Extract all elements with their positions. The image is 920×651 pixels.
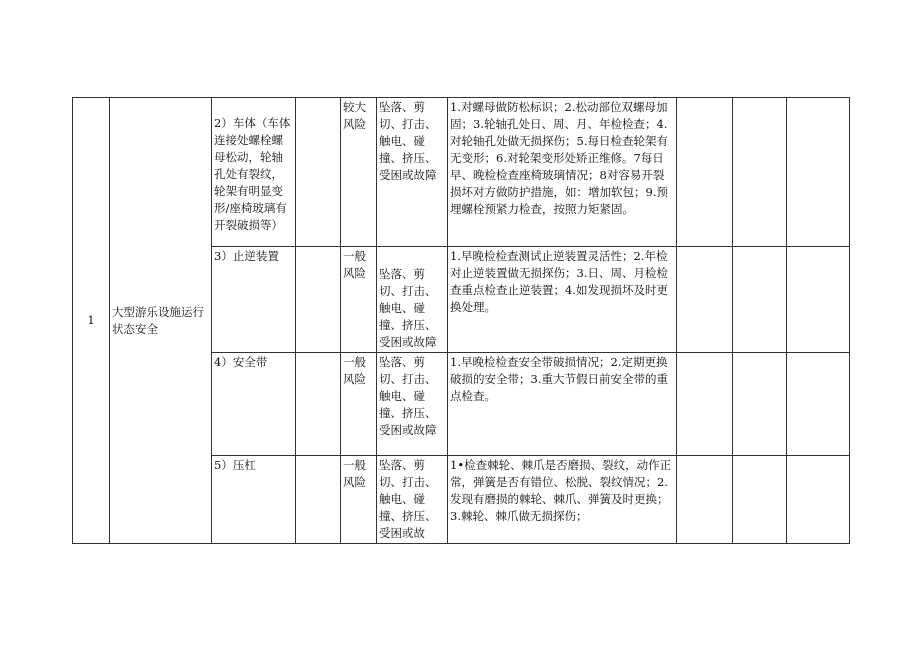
control-measures-cell: 1•检查棘轮、棘爪是否磨损、裂纹，动作正常，弹簧是否有错位、松脱、裂纹情况；2.发现有磨损的棘轮、棘爪、弹簧及时更换；3.棘轮、棘爪做无损探伤； bbox=[448, 456, 677, 544]
accident-type-cell: 坠落、剪切、打击、触电、碰撞、挤压、受困或故 bbox=[377, 456, 448, 544]
empty-cell bbox=[733, 247, 787, 353]
row-number-cell: 1 bbox=[73, 98, 110, 544]
empty-cell bbox=[677, 98, 733, 247]
empty-cell bbox=[787, 98, 850, 247]
risk-level-cell: 一般风险 bbox=[341, 456, 377, 544]
risk-level-cell: 一般风险 bbox=[341, 353, 377, 456]
empty-cell bbox=[677, 353, 733, 456]
item-name-cell: 大型游乐设施运行状态安全 bbox=[110, 98, 212, 544]
table-row bbox=[73, 98, 850, 247]
control-measures-cell: 1.早晚检检查测试止逆装置灵活性；2.年检对止逆装置做无损探伤；3.日、周、月检检查重点检查止逆装置；4.如发现损坏及时更换处理。 bbox=[448, 247, 677, 353]
empty-cell bbox=[296, 98, 341, 247]
empty-cell bbox=[677, 456, 733, 544]
empty-cell bbox=[787, 353, 850, 456]
empty-cell bbox=[787, 247, 850, 353]
part-cell: 5）压杠 bbox=[212, 456, 296, 544]
part-cell: 2）车体（车体连接处螺栓螺母松动，轮轴孔处有裂纹，轮架有明显变形/座椅玻璃有开裂破损等） bbox=[212, 98, 296, 247]
empty-cell bbox=[677, 247, 733, 353]
risk-level-cell: 一般风险 bbox=[341, 247, 377, 353]
empty-cell bbox=[296, 456, 341, 544]
empty-cell bbox=[787, 456, 850, 544]
part-cell: 3）止逆装置 bbox=[212, 247, 296, 353]
part-cell: 4）安全带 bbox=[212, 353, 296, 456]
empty-cell bbox=[296, 353, 341, 456]
risk-table bbox=[72, 97, 850, 544]
accident-type-cell: 坠落、剪切、打击、触电、碰撞、挤压、受困或故障 bbox=[377, 353, 448, 456]
control-measures-cell: 1.对螺母做防松标识；2.松动部位双螺母加固；3.轮轴孔处日、周、月、年检检查；4.对轮轴孔处做无损探伤；5.每日检查轮架有无变形；6.对轮架变形处矫正维修。7每日早、晚检检查座椅玻璃情况；8对容易开裂损坏对方做防护措施，如：增加软包；9.预埋螺栓预紧力检查，按照力矩紧固。 bbox=[448, 98, 677, 247]
accident-type-cell: 坠落、剪切、打击、触电、碰撞、挤压、受困或故障 bbox=[377, 98, 448, 247]
control-measures-cell: 1.早晚检检查安全带破损情况；2.定期更换破损的安全带；3.重大节假日前安全带的重点检查。 bbox=[448, 353, 677, 456]
risk-level-cell: 较大风险 bbox=[341, 98, 377, 247]
accident-type-cell: 坠落、剪切、打击、触电、碰撞、挤压、受困或故障 bbox=[377, 247, 448, 353]
empty-cell bbox=[296, 247, 341, 353]
empty-cell bbox=[733, 98, 787, 247]
empty-cell bbox=[733, 353, 787, 456]
empty-cell bbox=[733, 456, 787, 544]
